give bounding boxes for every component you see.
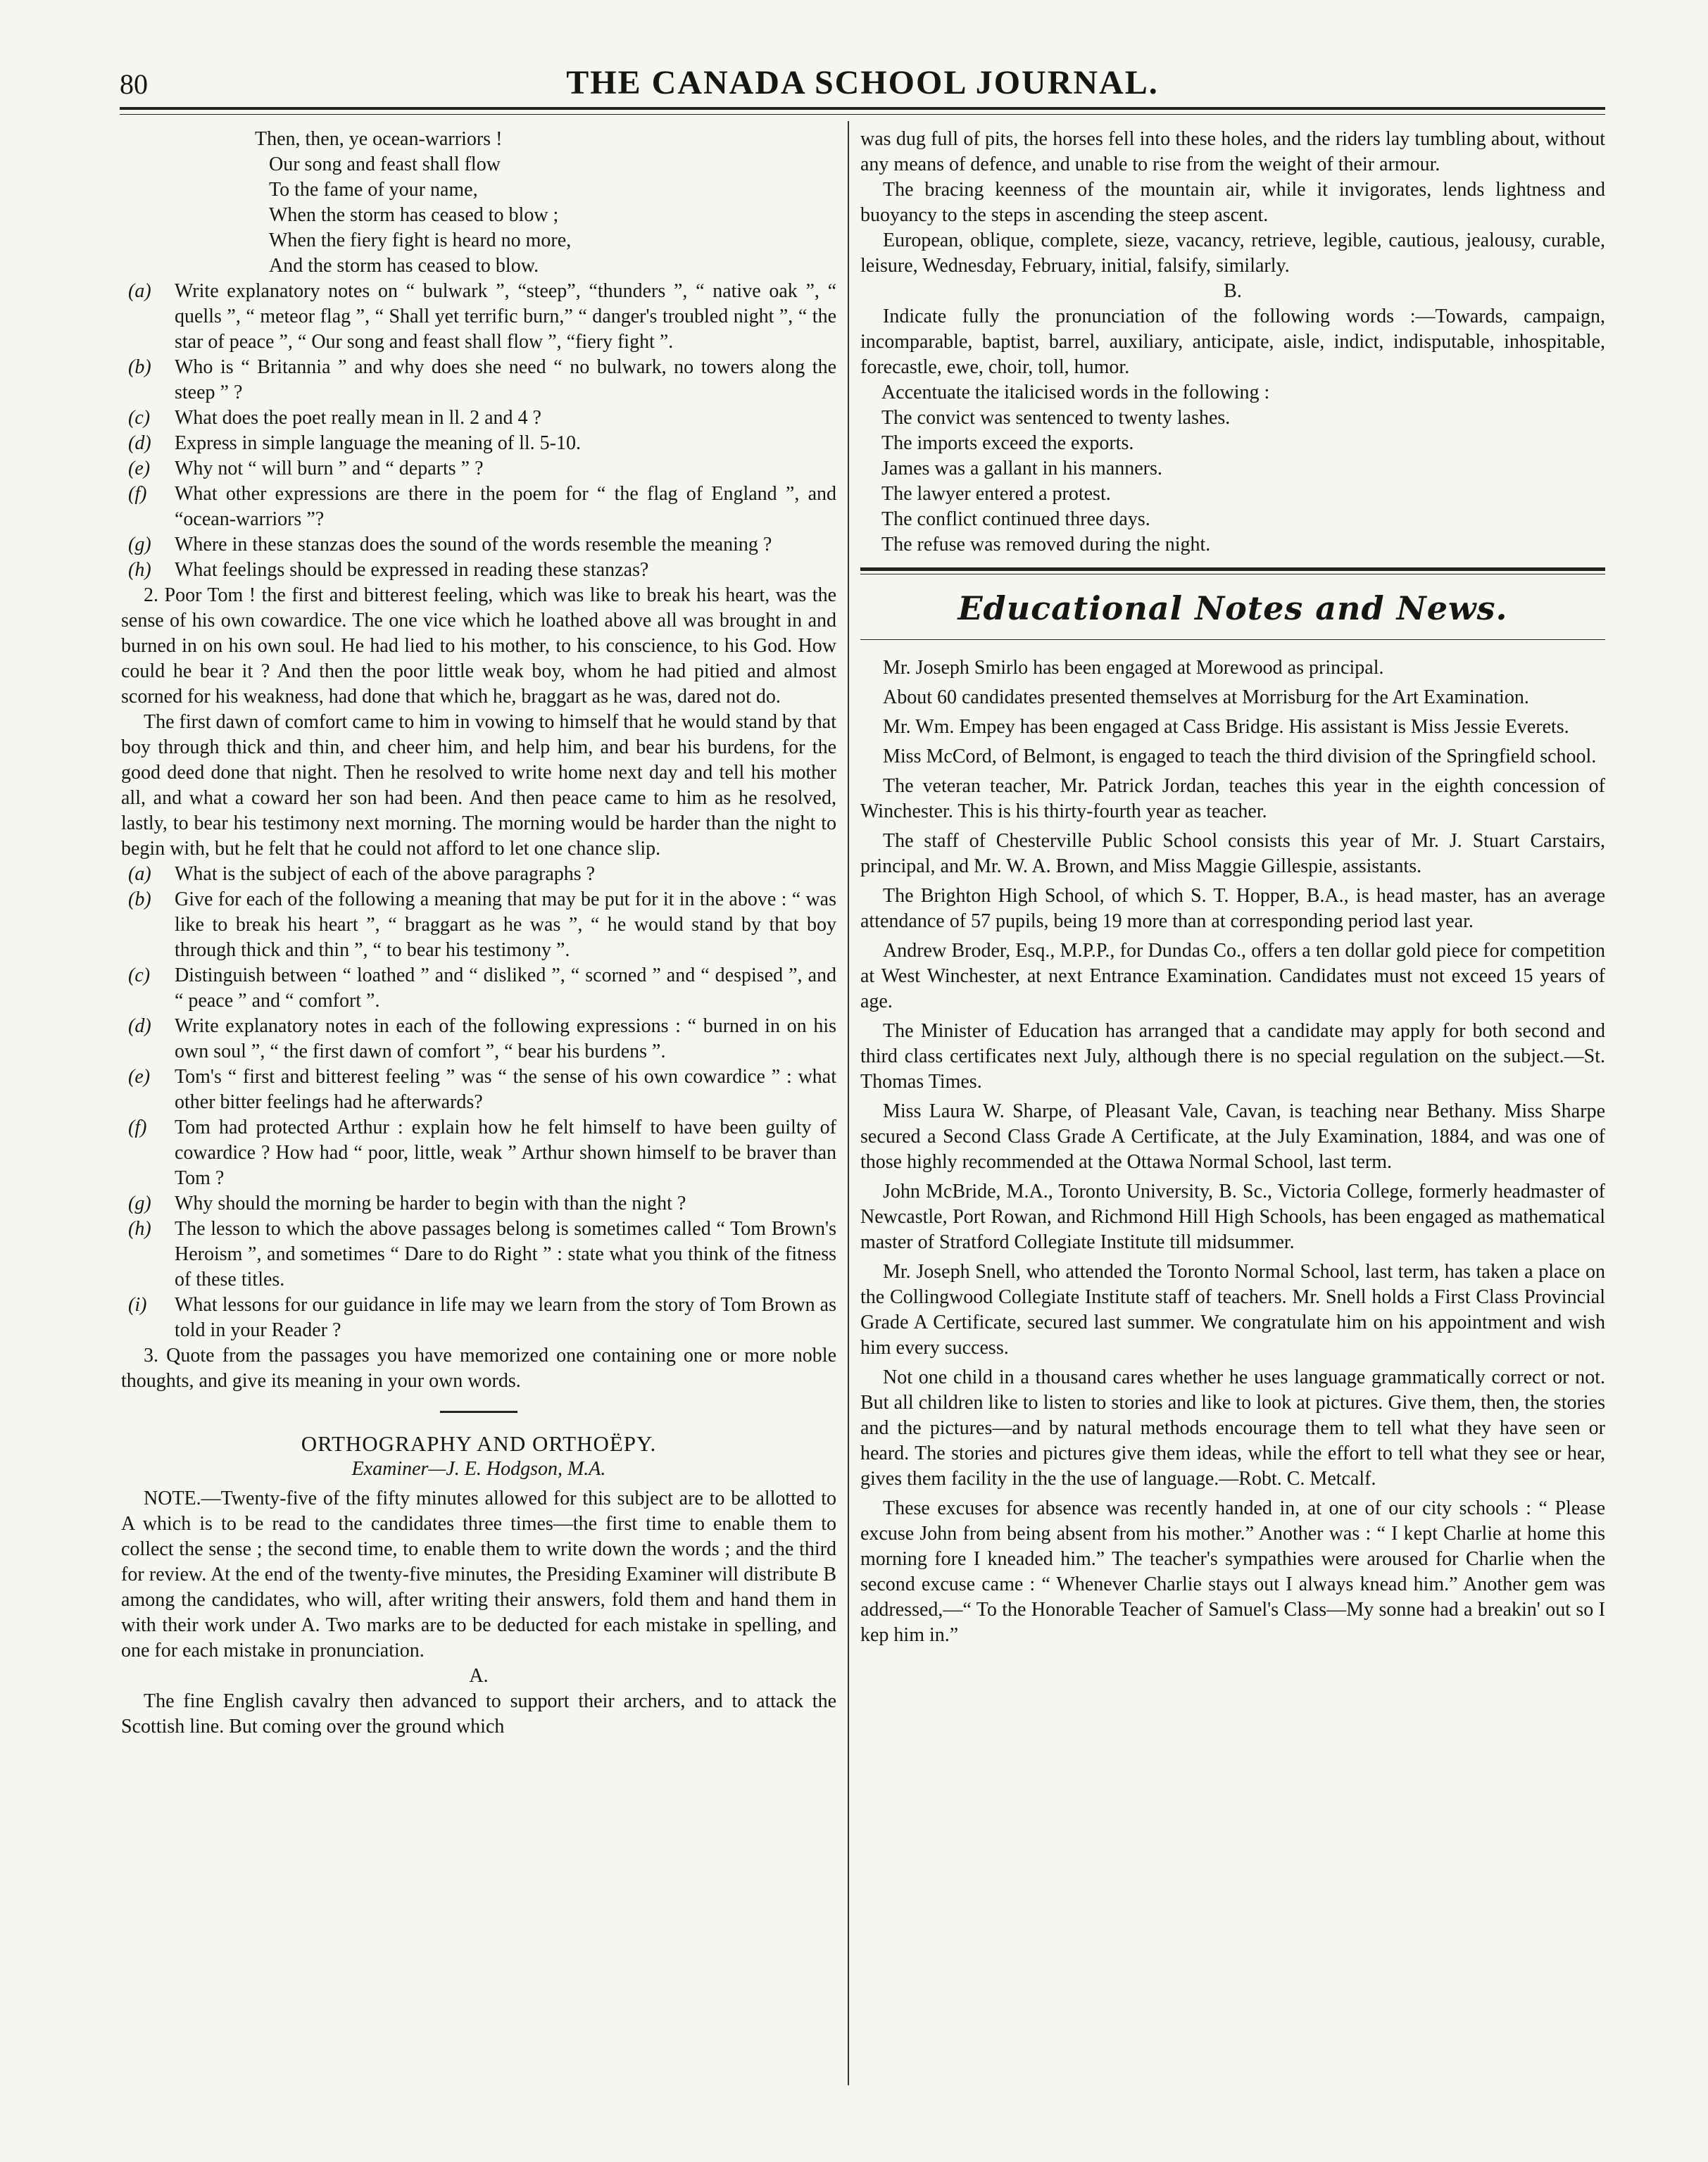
- news-item: The staff of Chesterville Public School consists this year of Mr. J. Stuart Carstairs, principal, and Mr. W. A. Brown, and Miss Maggie Gillespie, assistants.: [860, 830, 1605, 877]
- poem-line: Then, then, ye ocean-warriors !: [255, 128, 503, 150]
- part-b-label: B.: [1224, 280, 1242, 302]
- question-key: (g): [128, 1193, 151, 1214]
- passage-paragraph: The first dawn of comfort came to him in vowing to himself that he would stand by that boy through thick and thin, and cheer him, and help him, and bear his burdens, for the good deed done that night. Then he resolved to write home next day and tell his mother all, and what a coward her son had been. And then peace came to him as he resolved, lastly, to bear his testimony next morning. The morning would be harder than the night to begin with, but he felt that he could not afford to let one chance slip.: [121, 711, 836, 860]
- question-text: What other expressions are there in the poem for “ the flag of England ”, and “ocean-warriors ”?: [175, 483, 836, 530]
- question-item: [121, 963, 836, 1014]
- question-item: [121, 887, 836, 963]
- pronunciation-question: Indicate fully the pronunciation of the following words :—Towards, campaign, incomparable, baptist, barrel, auxiliary, anticipate, aisle, indict, indisputable, inhospitable, forecastle, ewe, choir, toll, humor.: [860, 306, 1605, 378]
- accentuate-item: The convict was sentenced to twenty lashes.: [881, 407, 1231, 429]
- question-text: Write explanatory notes in each of the following expressions : “ burned in on his own soul ”, “ the first dawn of comfort ”, “ bear his burdens ”.: [175, 1015, 836, 1062]
- question-key: (e): [128, 458, 151, 479]
- news-item: These excuses for absence was recently handed in, at one of our city schools : “ Please excuse John from being absent from his mother.” Another was : “ I kept Charlie at home this morning fore I kneaded him.” The teacher's sympathies were aroused for Charlie when the second excuse came : “ Whenever Charlie stays out I always knead him.” Another gem was addressed,—“ To the Honorable Teacher of Samuel's Class—My sonne had a breakin' out so I kep him in.”: [860, 1497, 1605, 1646]
- question-text: Where in these stanzas does the sound of the words resemble the meaning ?: [175, 534, 772, 555]
- question-key: (c): [128, 407, 151, 429]
- question-item: [121, 456, 836, 482]
- poem-line: To the fame of your name,: [269, 179, 478, 201]
- dictation-continued: was dug full of pits, the horses fell into these holes, and the riders lay tumbling about, without any means of defence, and unable to rise from the weight of their armour.: [860, 128, 1605, 175]
- question-paragraph: 3. Quote from the passages you have memorized one containing one or more noble thoughts, and give its meaning in your own words.: [121, 1345, 836, 1392]
- question-text: Write explanatory notes on “ bulwark ”, “steep”, “thunders ”, “ native oak ”, “ quells ”, “ meteor flag ”, “ Shall yet terrific burn,” “ danger's troubled night ”, “ the star of peace ”, “ Our song and feast shall flow ”, “fiery fight ”.: [175, 280, 836, 353]
- column-divider: [848, 121, 849, 2085]
- news-item: The veteran teacher, Mr. Patrick Jordan, teaches this year in the eighth concession of Winchester. This is his thirty-fourth year as teacher.: [860, 775, 1605, 822]
- question-item: [121, 558, 836, 583]
- dictation-paragraph: The fine English cavalry then advanced to support their archers, and to attack the Scottish line. But coming over the ground which: [121, 1690, 836, 1737]
- question-key: (f): [128, 483, 147, 505]
- news-item: Miss Laura W. Sharpe, of Pleasant Vale, Cavan, is teaching near Bethany. Miss Sharpe secured a Second Class Grade A Certificate, at the July Examination, 1884, and was one of those highly recommended at the Ottawa Normal School, last term.: [860, 1100, 1605, 1173]
- question-text: What is the subject of each of the above paragraphs ?: [175, 863, 596, 885]
- spelling-word-list: European, oblique, complete, sieze, vacancy, retrieve, legible, cautious, jealousy, curable, leisure, Wednesday, February, initial, falsify, similarly.: [860, 230, 1605, 277]
- news-rule-under: [860, 639, 1605, 640]
- question-text: Tom had protected Arthur : explain how he felt himself to have been guilty of cowardice ? How had “ poor, little, weak ” Arthur shown himself to be braver than Tom ?: [175, 1117, 836, 1189]
- news-item: The Minister of Education has arranged that a candidate may apply for both second and third class certificates next July, although there is no special regulation on the subject.—St. Thomas Times.: [860, 1020, 1605, 1093]
- question-list-passage: [121, 862, 836, 1343]
- accentuate-intro: Accentuate the italicised words in the following :: [881, 382, 1270, 403]
- question-text: Why not “ will burn ” and “ departs ” ?: [175, 458, 484, 479]
- question-key: (a): [128, 863, 151, 885]
- page-header: [120, 62, 1605, 104]
- question-key: (i): [128, 1294, 147, 1316]
- question-key: (h): [128, 559, 151, 581]
- question-key: (g): [128, 534, 151, 555]
- question-item: [121, 1293, 836, 1343]
- question-key: (d): [128, 1015, 151, 1037]
- question-key: (c): [128, 964, 151, 986]
- news-item: Mr. Wm. Empey has been engaged at Cass Bridge. His assistant is Miss Jessie Everets.: [883, 716, 1569, 738]
- question-text: What feelings should be expressed in reading these stanzas?: [175, 559, 649, 581]
- news-section-title: Educational Notes and News.: [957, 589, 1508, 627]
- news-rule-thick: [860, 567, 1605, 571]
- question-key: (f): [128, 1117, 147, 1138]
- poem-line: When the fiery fight is heard no more,: [269, 230, 572, 251]
- question-text: What lessons for our guidance in life may we learn from the story of Tom Brown as told in your Reader ?: [175, 1294, 836, 1341]
- question-key: (b): [128, 888, 151, 910]
- accentuate-item: The imports exceed the exports.: [881, 432, 1134, 454]
- question-text: Why should the morning be harder to begin with than the night ?: [175, 1193, 686, 1214]
- news-item: John McBride, M.A., Toronto University, B. Sc., Victoria College, formerly headmaster of Newcastle, Port Rowan, and Richmond Hill High Schools, has been engaged as mathematical master of Stratford Collegiate Institute till midsummer.: [860, 1181, 1605, 1253]
- question-key: (d): [128, 432, 151, 454]
- poem-line: When the storm has ceased to blow ;: [269, 204, 559, 226]
- question-item: [121, 279, 836, 355]
- question-item: [121, 355, 836, 406]
- header-rule-thin: [120, 114, 1605, 115]
- question-key: (e): [128, 1066, 151, 1088]
- news-item: Not one child in a thousand cares whether he uses language grammatically correct or not. But all children like to listen to stories and like to look at pictures. Give them, then, the stories and the pictures—and by natural methods encourage them to tell what they have seen or heard. The stories and pictures give them ideas, while the effort to tell what they see or hear, gives them facility in the the use of language.—Robt. C. Metcalf.: [860, 1366, 1605, 1490]
- question-text: Distinguish between “ loathed ” and “ disliked ”, “ scorned ” and “ despised ”, and “ peace ” and “ comfort ”.: [175, 964, 836, 1012]
- part-a-label: A.: [469, 1665, 489, 1687]
- question-text: Express in simple language the meaning of ll. 5-10.: [175, 432, 581, 454]
- accentuate-item: The refuse was removed during the night.: [881, 534, 1211, 555]
- news-item: Miss McCord, of Belmont, is engaged to teach the third division of the Springfield school.: [883, 746, 1597, 767]
- question-item: [121, 482, 836, 532]
- question-item: [121, 1115, 836, 1191]
- accentuate-item: James was a gallant in his manners.: [881, 458, 1162, 479]
- question-key: (b): [128, 356, 151, 378]
- accentuate-block: [860, 380, 1605, 558]
- journal-title: THE CANADA SCHOOL JOURNAL.: [566, 64, 1159, 101]
- note-paragraph: NOTE.—Twenty-five of the fifty minutes allowed for this subject are to be allotted to A which is to be read to the candidates three times—the first time to enable them to collect the sense ; the second time, to enable them to write down the words ; and the third for review. At the end of the twenty-five minutes, the Presiding Examiner will distribute B among the candidates, who will, after writing their answers, fold them and hand them in with their work under A. Two marks are to be deducted for each mistake in spelling, and one for each mistake in pronunciation.: [121, 1488, 836, 1661]
- question-item: [121, 862, 836, 887]
- question-key: (h): [128, 1218, 151, 1240]
- question-text: Tom's “ first and bitterest feeling ” was “ the sense of his own cowardice ” : what other bitter feelings had he afterwards?: [175, 1066, 836, 1113]
- section-title: ORTHOGRAPHY AND ORTHOËPY.: [301, 1431, 657, 1456]
- news-item: Andrew Broder, Esq., M.P.P., for Dundas Co., offers a ten dollar gold piece for competition at West Winchester, at next Entrance Examination. Candidates must not exceed 15 years of age.: [860, 940, 1605, 1012]
- question-item: [121, 1191, 836, 1217]
- dictation-paragraph: The bracing keenness of the mountain air, while it invigorates, lends lightness and buoyancy to the steps in ascending the steep ascent.: [860, 179, 1605, 226]
- question-text: Give for each of the following a meaning that may be put for it in the above : “ was like to break his heart ”, “ braggart as he was ”, “ he would stand by that boy through thick and thin ”, “ to bear his testimony ”.: [175, 888, 836, 961]
- accentuate-item: The lawyer entered a protest.: [881, 483, 1111, 505]
- right-column: [860, 127, 1605, 1652]
- question-item: [121, 406, 836, 431]
- poem-line: Our song and feast shall flow: [269, 153, 501, 175]
- left-column: [121, 127, 836, 1740]
- question-list-poem: [121, 279, 836, 583]
- section-divider: [440, 1411, 517, 1413]
- question-key: (a): [128, 280, 151, 302]
- news-item: Mr. Joseph Smirlo has been engaged at Morewood as principal.: [883, 657, 1384, 679]
- header-rule-thick: [120, 107, 1605, 110]
- page-number: 80: [120, 68, 148, 100]
- poem-stanza: [255, 127, 836, 279]
- news-list: [860, 655, 1605, 1648]
- question-item: [121, 532, 836, 558]
- news-item: About 60 candidates presented themselves at Morrisburg for the Art Examination.: [883, 686, 1529, 708]
- question-text: What does the poet really mean in ll. 2 and 4 ?: [175, 407, 541, 429]
- news-item: The Brighton High School, of which S. T. Hopper, B.A., is head master, has an average attendance of 57 pupils, being 19 more than at corresponding period last year.: [860, 885, 1605, 932]
- question-text: Who is “ Britannia ” and why does she need “ no bulwark, no towers along the steep ” ?: [175, 356, 836, 403]
- question-item: [121, 1014, 836, 1064]
- question-item: [121, 431, 836, 456]
- news-item: Mr. Joseph Snell, who attended the Toronto Normal School, last term, has taken a place on the Collingwood Collegiate Institute staff of teachers. Mr. Snell holds a First Class Provincial Grade A Certificate, secured last summer. We congratulate him on his appointment and wish him every success.: [860, 1261, 1605, 1359]
- accentuate-item: The conflict continued three days.: [881, 508, 1150, 530]
- poem-line: And the storm has ceased to blow.: [269, 255, 539, 277]
- question-item: [121, 1217, 836, 1293]
- question-item: [121, 1064, 836, 1115]
- passage-paragraph: 2. Poor Tom ! the first and bitterest feeling, which was like to break his heart, was the sense of his own cowardice. The one vice which he loathed above all was brought in and burned in on his own soul. He had lied to his mother, to his conscience, to his God. How could he bear it ? And then the poor little weak boy, whom he had pitied and almost scorned for his weakness, had done that which he, braggart as he was, dared not do.: [121, 584, 836, 708]
- question-text: The lesson to which the above passages belong is sometimes called “ Tom Brown's Heroism ”, and sometimes “ Dare to do Right ” : state what you think of the fitness of these titles.: [175, 1218, 836, 1290]
- examiner-line: Examiner—J. E. Hodgson, M.A.: [351, 1458, 606, 1480]
